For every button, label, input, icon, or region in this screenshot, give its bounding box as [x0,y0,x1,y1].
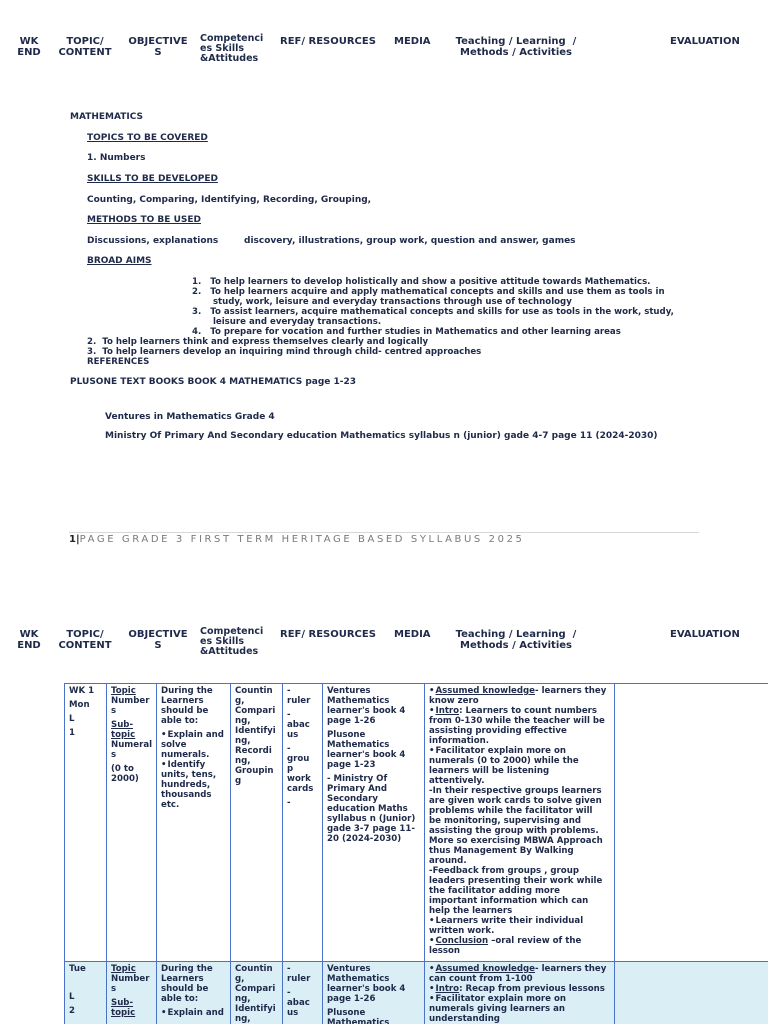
reference-item: - Ministry Of Primary And Secondary education Maths syllabus n (Junior) gade 3-7 page 11- 20 (2024-2030) [327,774,416,844]
method-keyword: Assumed knowledge [435,686,536,696]
method-keyword: Intro [435,706,460,716]
col-header-evaluation: EVALUATION [670,629,740,640]
reference-2: Ventures in Mathematics Grade 4 [105,412,275,422]
method-text: Learners write their individual written work. [429,916,584,936]
method-item [429,916,610,936]
skills-text: Counting, Comparing, Identifying, Recording, Grouping, [87,195,372,205]
aim-line: 2. To help learners think and express themselves clearly and logically [87,337,429,347]
col-header-media: MEDIA [394,629,431,640]
table-row [65,684,768,962]
media-item: - ruler [287,686,311,706]
week-cell [65,962,107,1024]
aim-line: 1. To help learners to develop holistically and show a positive attitude towards Mathematics. [192,277,651,287]
methods-text-a: Discussions, explanations [87,236,219,246]
objective-item: • Identify units, tens, hundreds, thousands etc. [161,760,226,810]
aim-line: leisure and everyday transactions. [192,317,382,327]
week-line [69,978,102,988]
topic-value: Number s [111,696,150,716]
evaluation-cell [615,684,768,962]
methods-cell [425,684,615,962]
method-text: - learners they can count from 1-100 [429,964,607,984]
topic-label: Topic [111,686,136,696]
page-footer [69,534,525,545]
footer-divider [69,532,699,533]
subtopic-value: Numeral s [111,740,153,760]
media-item: - grou p work cards [287,744,314,794]
col-header-evaluation: EVALUATION [670,36,740,47]
topic-cell [107,962,157,1024]
references-heading: REFERENCES [87,357,150,367]
col-header-wk: WK END [17,36,41,58]
col-header-topic: TOPIC/ CONTENT [58,36,112,58]
method-keyword: Intro [435,984,460,994]
reference-3: Ministry Of Primary And Secondary education Mathematics syllabus n (junior) gade 4-7 page 11 (2024-2030) [105,431,658,441]
media-cell [283,684,323,962]
method-text: - learners they know zero [429,686,607,706]
aim-line: 4. To prepare for vocation and further studies in Mathematics and other learning areas [192,327,621,337]
objectives-cell [157,684,231,962]
method-text: : Learners to count numbers from 0-130 while the teacher will be assisting providing effective information. [429,706,605,746]
page-number: 1 [69,534,76,545]
col-header-competencies: Competenci es Skills &Attitudes [200,33,264,64]
aim-line: 2. To help learners acquire and apply mathematical concepts and skills and use them as tools in [192,287,665,297]
subtopic-range: (0 to 2000) [111,764,139,784]
table-row [65,962,768,1024]
methods-cell [425,962,615,1024]
competencies-text: Countin g, Compari ng, Identifyi ng, [235,964,276,1024]
aim-line: study, work, leisure and everyday transactions through use of technology [192,297,572,307]
aim-line: 3. To assist learners, acquire mathematical concepts and skills for use as tools in the work, study, [192,307,674,317]
objective-item: • Explain and [161,1008,226,1018]
methods-text-b: discovery, illustrations, group work, question and answer, games [244,236,576,246]
col-header-media: MEDIA [394,36,431,47]
competencies-cell [231,962,283,1024]
col-header-competencies: Competenci es Skills &Attitudes [200,626,264,657]
skills-heading: SKILLS TO BE DEVELOPED [87,174,218,184]
media-item: - abac us [287,710,310,740]
media-item: - ruler [287,964,311,984]
objectives-intro: During the Learners should be able to: [161,964,213,1004]
col-header-topic: TOPIC/ CONTENT [58,629,112,651]
objectives-cell [157,962,231,1024]
method-item [429,994,610,1024]
week-line: Tue [69,964,86,974]
footer-separator: | [75,534,80,545]
media-cell [283,962,323,1024]
week-line: L [69,992,75,1002]
aim-line: 3. To help learners develop an inquiring mind through child- centred approaches [87,347,482,357]
col-header-ref: REF/ RESOURCES [280,36,376,47]
week-line: L [69,714,75,724]
reference-item: Plusone Mathematics learner's book 4 page 1-23 [327,730,406,770]
method-text: Facilitator explain more on numerals giving learners an understanding [429,994,567,1024]
objectives-intro: During the Learners should be able to: [161,686,213,726]
method-item [429,984,610,994]
method-item [429,686,610,706]
objective-item: • Explain and solve numerals. [161,730,226,760]
method-item [429,746,610,916]
footer-text: PAGE GRADE 3 FIRST TERM HERITAGE BASED SYLLABUS 2025 [79,534,525,545]
subtopic-label: Sub- topic [111,998,136,1018]
reference-1: PLUSONE TEXT BOOKS BOOK 4 MATHEMATICS page 1-23 [70,377,357,387]
subtopic-label: Sub- topic [111,720,136,740]
week-line: 1 [69,728,75,738]
method-text: : Recap from previous lessons [459,984,605,994]
method-keyword: Assumed knowledge [435,964,536,974]
topic-item: 1. Numbers [87,153,146,163]
media-item: - [287,798,291,808]
col-header-ref: REF/ RESOURCES [280,629,376,640]
week-line: WK 1 [69,686,95,696]
reference-item: Plusone Mathematics [327,1008,390,1024]
references-cell [323,962,425,1024]
method-keyword: Conclusion [435,936,489,946]
col-header-wk: WK END [17,629,41,651]
week-cell [65,684,107,962]
col-header-objectives: OBJECTIVE S [128,629,188,651]
col-header-objectives: OBJECTIVE S [128,36,188,58]
method-text: –oral review of the lesson [429,936,582,956]
reference-item: Ventures Mathematics learner's book 4 page 1-26 [327,686,406,726]
subject-title: MATHEMATICS [70,112,144,122]
topic-value: Number s [111,974,150,994]
reference-item: Ventures Mathematics learner's book 4 page 1-26 [327,964,406,1004]
lesson-table [64,683,768,1024]
aims-heading: BROAD AIMS [87,256,152,266]
competencies-text: Countin g, Compari ng, Identifyi ng, Recordi ng, Groupin g [235,686,276,786]
methods-heading: METHODS TO BE USED [87,215,201,225]
references-cell [323,684,425,962]
topic-cell [107,684,157,962]
week-line: Mon [69,700,90,710]
method-item [429,706,610,746]
col-header-methods: Teaching / Learning / Methods / Activities [455,629,577,651]
competencies-cell [231,684,283,962]
evaluation-cell [615,962,768,1024]
col-header-methods: Teaching / Learning / Methods / Activities [455,36,577,58]
method-item [429,964,610,984]
method-text: Facilitator explain more on numerals (0 to 2000) while the learners will be listening attentively. -In their respective groups learners are given work cards to solve given problems while the facilitator will be monitoring, supervising and assisting the group with problems. More so exercising MBWA Approach thus Management By Walking around. -Feedback from groups , group leaders presenting their work while the facilitator adding more important information which can help the learners [429,746,603,916]
method-item [429,936,610,956]
topics-heading: TOPICS TO BE COVERED [87,133,208,143]
week-line: 2 [69,1006,75,1016]
media-item: - abac us [287,988,310,1018]
topic-label: Topic [111,964,136,974]
